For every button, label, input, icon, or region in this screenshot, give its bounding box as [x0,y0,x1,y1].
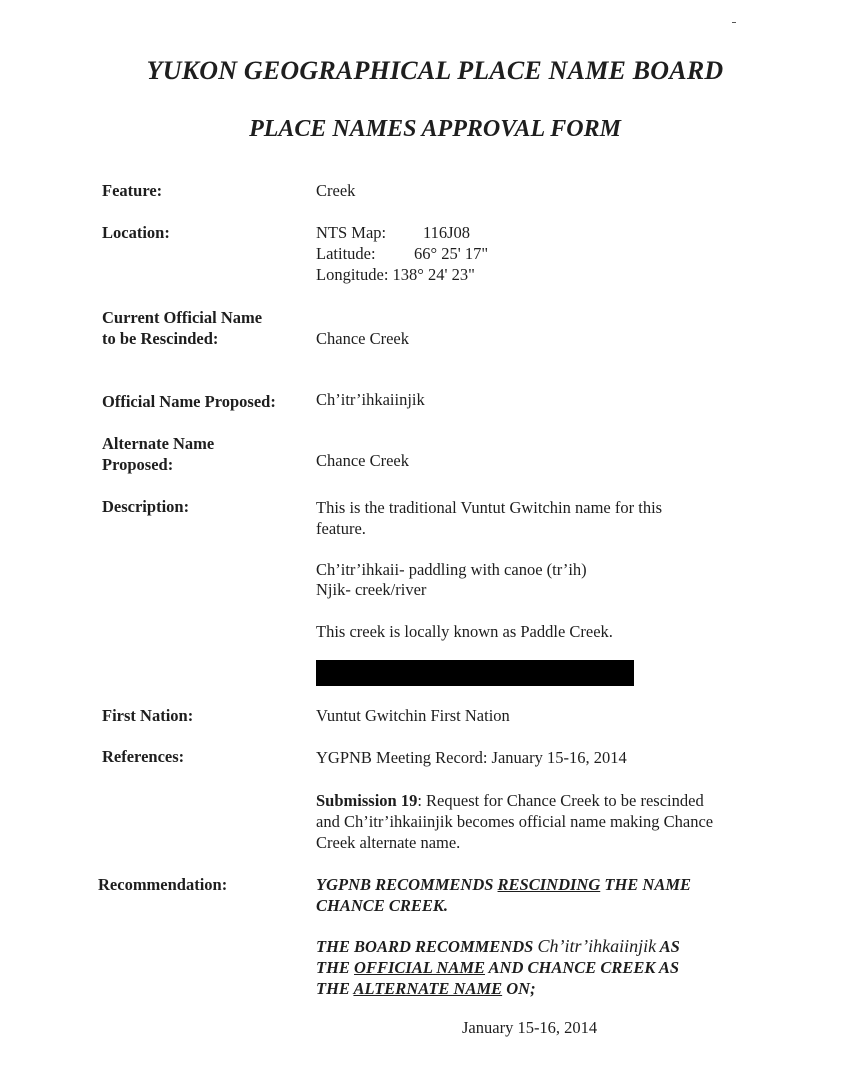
recommendation-line-1 [316,874,691,895]
rec-and-chance: AND CHANCE CREEK AS [485,958,680,977]
rec-the-2: THE [316,979,354,998]
rec-rescinding: RESCINDING [497,875,601,894]
rec-alternate-underlined: ALTERNATE NAME [353,979,503,998]
description-line-5: This creek is locally known as Paddle Creek. [316,622,613,641]
current-name-label-line2: to be Rescinded: [102,329,219,348]
recommendation-label: Recommendation: [98,875,228,894]
latitude-value: 66° 25' 17" [414,244,489,263]
latitude-row [316,243,488,264]
description-line-3: Ch’itr’ihkaii- paddling with canoe (tr’ih) [316,560,587,579]
references-line-1: YGPNB Meeting Record: January 15-16, 2014 [316,748,627,767]
alternate-name-label-line1: Alternate Name [102,434,215,453]
current-name-label-line1: Current Official Name [102,308,263,327]
board-title: YUKON GEOGRAPHICAL PLACE NAME BOARD [146,56,724,85]
recommendation-line-5 [316,978,536,999]
longitude-key: Longitude: [316,265,389,284]
description-line-2: feature. [316,519,366,538]
feature-label: Feature: [102,181,163,200]
references-line-2 [316,790,704,811]
current-name-value: Chance Creek [316,329,409,348]
recommendation-date: January 15-16, 2014 [462,1018,598,1037]
recommendation-line-2: CHANCE CREEK. [316,896,449,915]
longitude-value: 138° 24' 23" [392,265,475,284]
alternate-name-value: Chance Creek [316,451,409,470]
recommendation-line-3 [316,936,680,957]
rec-official-name: Ch’itr’ihkaiinjik [537,936,657,956]
rec-text-b: THE NAME [600,875,692,894]
description-line-4: Njik- creek/river [316,580,427,599]
form-title: PLACE NAMES APPROVAL FORM [249,116,621,142]
references-line-3: and Ch’itr’ihkaiinjik becomes official name making Chance [316,812,714,831]
description-line-1: This is the traditional Vuntut Gwitchin name for this [316,498,663,517]
rec-as-text: AS [656,937,680,956]
rec-board-text: THE BOARD RECOMMENDS [316,937,538,956]
nts-map-value: 116J08 [423,223,471,242]
first-nation-value: Vuntut Gwitchin First Nation [316,706,510,725]
rec-the-1: THE [316,958,355,977]
longitude-row [316,264,488,285]
references-label: References: [102,747,185,766]
feature-value: Creek [316,181,356,200]
submission-text: : Request for Chance Creek to be rescinded [417,791,704,810]
scan-mark [732,22,736,23]
rec-on: ON; [502,979,536,998]
nts-map-key: NTS Map: [316,223,387,242]
nts-map-row [316,222,488,243]
alternate-name-label-line2: Proposed: [102,455,174,474]
rec-text-a: YGPNB RECOMMENDS [316,875,498,894]
redaction-bar [316,660,634,686]
rec-official-underlined: OFFICIAL NAME [354,958,486,977]
official-name-value: Ch’itr’ihkaiinjik [316,390,425,409]
latitude-key: Latitude: [316,244,376,263]
first-nation-label: First Nation: [102,706,194,725]
location-label: Location: [102,223,170,242]
submission-number: Submission 19 [316,791,418,810]
recommendation-line-4 [316,957,679,978]
description-label: Description: [102,497,190,516]
location-value [316,222,488,285]
references-line-4: Creek alternate name. [316,833,461,852]
official-name-label: Official Name Proposed: [102,392,276,411]
